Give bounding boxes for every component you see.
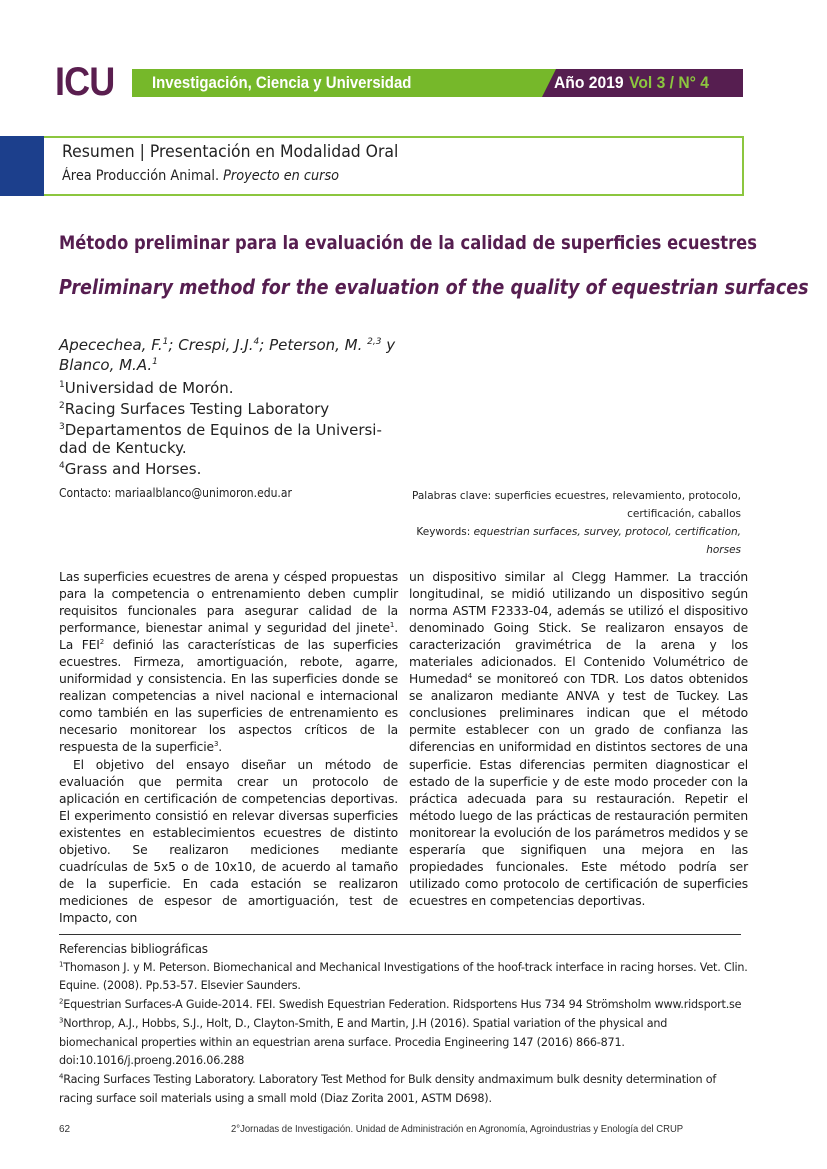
keywords-es: Palabras clave: superficies ecuestres, relevamiento, protocolo, certificación, caballos: [412, 490, 741, 520]
author: Blanco, M.A.$^1$: [59, 356, 158, 374]
reference-item: $^4$Racing Surfaces Testing Laboratory. Laboratory Test Method for Bulk density andmaximum bulk desnity determination of racing surface soil materials using a small mold (Diaz Zorita 2001, ASTM D698).: [59, 1072, 717, 1105]
body-paragraph: El objetivo del ensayo diseñar un método de evaluación que permita crear un protocolo de aplicación en certificación de competencias deportivas. El experimento consistió en relevar diversas superficies existentes en establecimientos ecuestres de distinto objetivo. Se realizaron mediciones mediante cuadrículas de 5x5 o de 10x10, de acuerdo al tamaño de la superficie. En cada estación se realizaron mediciones de espesor de amortiguación, test de Impacto, con: [59, 757, 398, 925]
author: Apecechea, F.$^1$;: [59, 336, 179, 354]
affiliation: $^3$Departamentos de Equinos de la Universi-: [59, 421, 382, 439]
section-title: Resumen | Presentación en Modalidad Oral: [62, 142, 399, 162]
body-paragraph: un dispositivo similar al Clegg Hammer. La tracción longitudinal, se midió utilizando un dispositivo según norma ASTM F2333-04, además se utilizó el dispositivo denominado Going Stick. Se realizaron ensayos de caracterización gravimétrica de la arena y los materiales adicionados. El Contenido Volumétrico de Humedad$^4$ se monitoreó con TDR. Los datos obtenidos se analizaron mediante ANVA y test de Tuckey. Las conclusiones preliminares indican que el método permite establecer con un grado de confianza las diferencias en uniformidad en distintos sectores de una superficie. Estas diferencias permiten diagnosticar el estado de la superficie y de este modo proceder con la práctica adecuada para su restauración. Repetir el método luego de las prácticas de restauración permiten monitorear la evolución de los parámetros medidos y se esperaría que signifiquen una mejora en las propiedades funcionales. Este método podría ser utilizado como protocolo de certificación de superficies ecuestres en competencias deportivas.: [409, 570, 748, 908]
author: Peterson, M. $^{2,3}$ y: [269, 336, 396, 354]
article-title-en: Preliminary method for the evaluation of the quality of equestrian surfaces: [59, 275, 809, 299]
keywords-block: [380, 487, 741, 559]
section-area: Área Producción Animal.: [62, 168, 220, 184]
article-title-es: Método preliminar para la evaluación de la calidad de superficies ecuestres: [59, 232, 757, 254]
affiliation: $^2$Racing Surfaces Testing Laboratory: [59, 400, 330, 418]
affiliation-list: [59, 376, 389, 478]
section-accent-bar: [0, 136, 44, 196]
author-list: [59, 334, 409, 374]
journal-name: Investigación, Ciencia y Universidad: [152, 73, 412, 92]
issue-year: Año 2019: [554, 73, 624, 92]
issue-info: [554, 73, 709, 93]
section-subtitle: [62, 168, 339, 184]
references-heading: Referencias bibliográficas: [59, 942, 208, 956]
body-column-right: [409, 569, 748, 910]
contact-email[interactable]: Contacto: mariaalblanco@unimoron.edu.ar: [59, 486, 292, 500]
footer-text: 2°Jornadas de Investigación. Unidad de Administración en Agronomía, Agroindustrias y Enología del CRUP: [231, 1124, 684, 1135]
body-paragraph: Las superficies ecuestres de arena y césped propuestas para la competencia o entrenamiento deben cumplir requisitos funcionales para asegurar calidad de la performance, bienestar animal y seguridad del jinete$^1$. La FEI$^2$ definió las características de las superficies ecuestres. Firmeza, amortiguación, rebote, agarre, uniformidad y consistencia. En las superficies donde se realizan competencias a nivel nacional e internacional como también en las superficies de entrenamiento es necesario monitorear los aspectos críticos de la respuesta de la superficie$^3$.: [59, 570, 399, 755]
affiliation: $^1$Universidad de Morón.: [59, 379, 234, 397]
journal-header-bar: [132, 69, 743, 97]
affiliation: $^4$Grass and Horses.: [59, 460, 202, 478]
reference-item: $^2$Equestrian Surfaces-A Guide-2014. FEI. Swedish Equestrian Federation. Ridsportens Hus 734 94 Strömsholm www.ridsport.se: [59, 997, 742, 1012]
references: [59, 940, 749, 1108]
references-divider: [59, 934, 741, 935]
keywords-en: Keywords: equestrian surfaces, survey, protocol, certification, horses: [416, 526, 741, 556]
affiliation: dad de Kentucky.: [59, 439, 187, 457]
section-status: Proyecto en curso: [223, 168, 340, 184]
body-column-left: [59, 569, 398, 927]
reference-item: $^1$Thomason J. y M. Peterson. Biomechanical and Mechanical Investigations of the hoof-track interface in racing horses. Vet. Clin. Equine. (2008). Pp.53-57. Elsevier Saunders.: [59, 959, 748, 993]
reference-item: $^3$Northrop, A.J., Hobbs, S.J., Holt, D., Clayton-Smith, E and Martin, J.H (2016). Spatial variation of the physical and biomechanical properties within an equestrian arena surface. Procedia Engineering 147 (2016) 866-871. doi:10.1016/j.proeng.2016.06.288: [59, 1016, 668, 1068]
issue-volume: Vol 3 / N° 4: [629, 73, 709, 92]
author: Crespi, J.J.$^4$;: [178, 336, 270, 354]
journal-logo: ICU: [55, 60, 115, 104]
page-number: 62: [59, 1124, 71, 1135]
